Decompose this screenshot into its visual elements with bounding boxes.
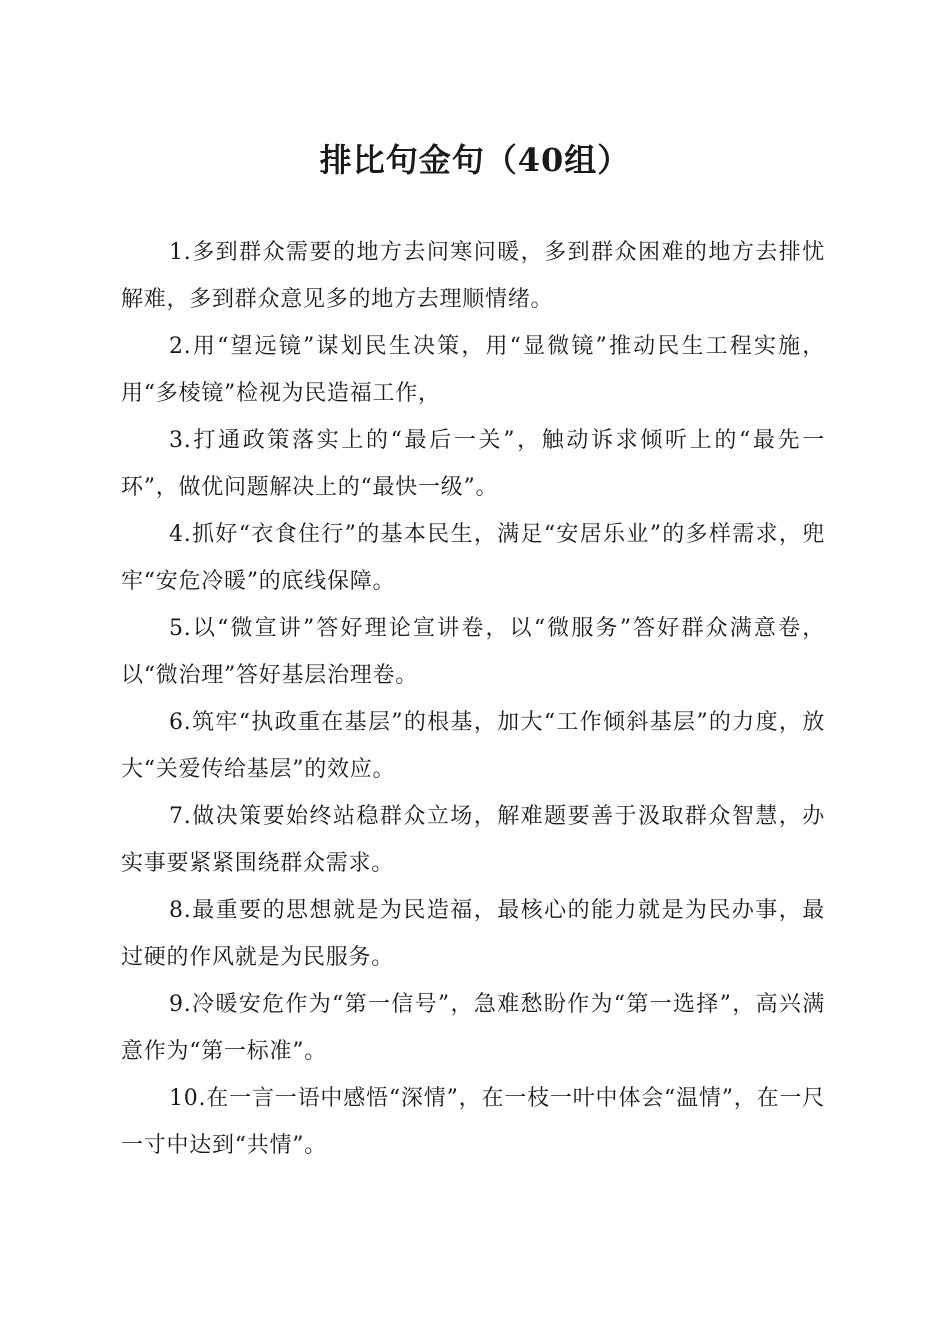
paragraph-10: 10.在一言一语中感悟“深情”，在一枝一叶中体会“温情”，在一尺一寸中达到“共情”。 <box>121 1086 825 1158</box>
paragraph-5: 5.以“微宣讲”答好理论宣讲卷，以“微服务”答好群众满意卷，以“微治理”答好基层治理卷。 <box>121 616 825 688</box>
paragraph-7: 7.做决策要始终站稳群众立场，解难题要善于汲取群众智慧，办实事要紧紧围绕群众需求。 <box>121 804 825 876</box>
paragraph-4: 4.抓好“衣食住行”的基本民生，满足“安居乐业”的多样需求，兜牢“安危冷暖”的底线保障。 <box>121 522 825 594</box>
paragraph-9: 9.冷暖安危作为“第一信号”，急难愁盼作为“第一选择”，高兴满意作为“第一标准”。 <box>121 992 825 1064</box>
paragraph-6: 6.筑牢“执政重在基层”的根基，加大“工作倾斜基层”的力度，放大“关爱传给基层”的效应。 <box>121 710 825 782</box>
paragraph-1: 1.多到群众需要的地方去问寒问暖，多到群众困难的地方去排忧解难，多到群众意见多的地方去理顺情绪。 <box>121 240 825 312</box>
paragraph-2: 2.用“望远镜”谋划民生决策，用“显微镜”推动民生工程实施，用“多棱镜”检视为民造福工作， <box>121 334 825 406</box>
paragraph-3: 3.打通政策落实上的“最后一关”，触动诉求倾听上的“最先一环”，做优问题解决上的“最快一级”。 <box>121 428 825 500</box>
document-title: 排比句金句（40组） <box>319 141 631 179</box>
paragraph-8: 8.最重要的思想就是为民造福，最核心的能力就是为民办事，最过硬的作风就是为民服务。 <box>121 898 825 970</box>
document-body <box>121 229 825 1169</box>
